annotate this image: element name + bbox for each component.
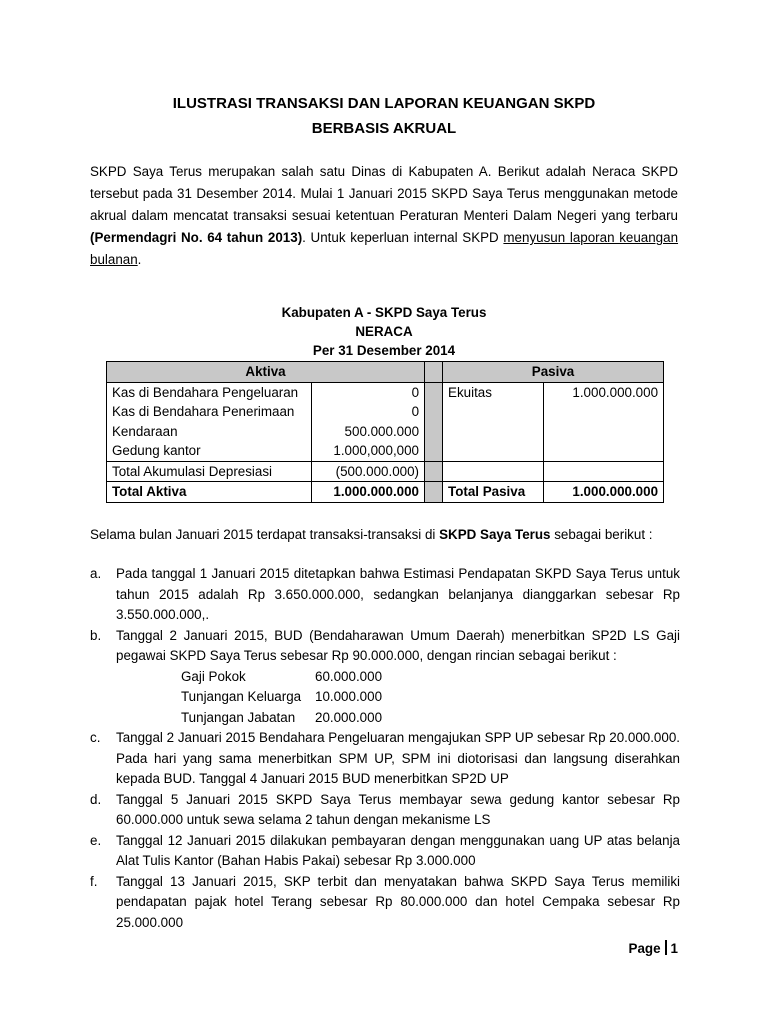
list-item <box>90 872 680 934</box>
total-aktiva-value: 1.000.000.000 <box>312 482 425 503</box>
document-title-line1: ILUSTRASI TRANSAKSI DAN LAPORAN KEUANGAN SKPD <box>172 95 596 112</box>
pasiva-label <box>443 422 544 442</box>
aktiva-label: Kendaraan <box>107 422 312 442</box>
column-gap <box>425 441 443 461</box>
pasiva-value <box>544 422 664 442</box>
salary-component-value: 10.000.000 <box>315 689 383 704</box>
page-number: 1 <box>670 941 678 956</box>
column-gap <box>425 482 443 503</box>
salary-component-label: Tunjangan Keluarga <box>181 689 302 704</box>
pasiva-value <box>544 441 664 461</box>
neraca-caption-title: NERACA <box>355 324 413 339</box>
list-item-marker: f. <box>90 873 98 889</box>
list-item <box>90 831 680 872</box>
salary-component-label: Tunjangan Jabatan <box>181 709 296 725</box>
list-item-text: Pada tanggal 1 Januari 2015 ditetapkan bahwa Estimasi Pendapatan SKPD Saya Terus untuk tahun 2015 adalah Rp 3.650.000.000, sedangkan belanjanya dianggarkan sebesar Rp 3.550.000.000,. <box>116 566 680 622</box>
page-label: Page <box>628 941 661 956</box>
page-separator <box>665 940 667 955</box>
total-pasiva-value: 1.000.000.000 <box>544 482 664 503</box>
pasiva-value <box>544 402 664 422</box>
page-footer <box>629 940 678 956</box>
neraca-row <box>107 402 664 422</box>
list-item <box>90 626 680 729</box>
neraca-caption-entity: Kabupaten A - SKPD Saya Terus <box>281 305 487 320</box>
aktiva-value: 1.000,000,000 <box>312 441 425 461</box>
transaction-intro-text: Selama bulan Januari 2015 terdapat transaksi-transaksi di <box>90 527 440 542</box>
header-gap <box>425 362 443 383</box>
neraca-row <box>107 422 664 442</box>
intro-text: SKPD Saya Terus merupakan salah satu Dinas di Kabupaten A. Berikut adalah Neraca SKPD tersebut pada 31 Desember 2014. Mulai 1 Januari 2015 SKPD Saya Terus menggunakan metode akrual dalam mencatat transaksi sesuai ketentuan Peraturan Menteri Dalam Negeri yang terbaru <box>90 164 678 223</box>
list-item-marker: e. <box>90 832 102 848</box>
transaction-list <box>90 564 680 933</box>
list-item <box>90 564 680 626</box>
transaction-intro-entity: SKPD Saya Terus <box>439 527 551 542</box>
intro-text-2: . Untuk keperluan internal SKPD <box>302 230 504 245</box>
neraca-caption-date: Per 31 Desember 2014 <box>312 343 456 358</box>
aktiva-value: 0 <box>312 402 425 422</box>
pasiva-label: Ekuitas <box>443 382 544 402</box>
pasiva-value <box>544 461 664 482</box>
aktiva-label: Kas di Bendahara Pengeluaran <box>107 382 312 402</box>
salary-breakdown-row <box>116 708 680 729</box>
neraca-row <box>107 441 664 461</box>
aktiva-value: 500.000.000 <box>312 422 425 442</box>
intro-text-3: . <box>137 252 142 267</box>
transaction-intro <box>90 527 678 542</box>
pasiva-value: 1.000.000.000 <box>544 382 664 402</box>
intro-underlined: menyusun laporan keuangan bulanan <box>90 230 679 267</box>
salary-component-value: 60.000.000 <box>315 668 383 684</box>
intro-regulation: (Permendagri No. 64 tahun 2013) <box>90 230 303 245</box>
salary-breakdown-row <box>116 687 680 708</box>
column-gap <box>425 402 443 422</box>
aktiva-label: Total Akumulasi Depresiasi <box>107 461 312 482</box>
list-item-text: Tanggal 12 Januari 2015 dilakukan pembayaran dengan menggunakan uang UP atas belanja Alat Tulis Kantor (Bahan Habis Pakai) sebesar Rp 3.000.000 <box>116 832 680 868</box>
salary-component-value: 20.000.000 <box>315 709 383 725</box>
column-gap <box>425 382 443 402</box>
list-item-text: Tanggal 2 Januari 2015 Bendahara Pengeluaran mengajukan SPP UP sebesar Rp 20.000.000. Pada hari yang sama menerbitkan SPM UP, SPM ini diotorisasi dan langsung diserahkan kepada BUD. Tanggal 4 Januari 2015 BUD menerbitkan SP2D UP <box>116 730 680 786</box>
aktiva-label: Kas di Bendahara Penerimaan <box>107 402 312 422</box>
list-item-text: Tanggal 13 Januari 2015, SKP terbit dan menyatakan bahwa SKPD Saya Terus memiliki pendapatan pajak hotel Terang sebesar Rp 80.000.000 dan hotel Cempaka sebesar Rp 25.000.000 <box>116 873 680 930</box>
neraca-table <box>106 361 664 503</box>
list-item-marker: d. <box>90 791 102 807</box>
salary-component-label: Gaji Pokok <box>181 668 246 684</box>
list-item-text: Tanggal 2 Januari 2015, BUD (Bendaharawan Umum Daerah) menerbitkan SP2D LS Gaji pegawai SKPD Saya Terus sebesar Rp 90.000.000, dengan rincian sebagai berikut : <box>116 627 680 663</box>
column-gap <box>425 422 443 442</box>
list-item <box>90 728 680 790</box>
salary-breakdown <box>116 667 680 729</box>
total-aktiva-label: Total Aktiva <box>107 482 312 503</box>
neraca-header-row <box>107 362 664 383</box>
column-gap <box>425 461 443 482</box>
neraca-row <box>107 382 664 402</box>
list-item-text: Tanggal 5 Januari 2015 SKPD Saya Terus membayar sewa gedung kantor sebesar Rp 60.000.000 untuk sewa selama 2 tahun dengan mekanisme LS <box>116 791 680 827</box>
pasiva-label <box>443 402 544 422</box>
list-item-marker: a. <box>90 566 102 581</box>
aktiva-value: (500.000.000) <box>312 461 425 482</box>
pasiva-label <box>443 441 544 461</box>
neraca-row <box>107 461 664 482</box>
aktiva-label: Gedung kantor <box>107 441 312 461</box>
neraca-total-row <box>107 482 664 503</box>
document-title-line2: BERBASIS AKRUAL <box>311 120 457 137</box>
transaction-intro-text-2: sebagai berikut : <box>550 527 653 542</box>
list-item <box>90 790 680 831</box>
list-item-marker: b. <box>90 627 102 643</box>
list-item-marker: c. <box>90 730 101 745</box>
total-pasiva-label: Total Pasiva <box>443 482 544 503</box>
salary-breakdown-row <box>116 667 680 688</box>
header-pasiva: Pasiva <box>443 362 664 383</box>
header-aktiva: Aktiva <box>107 362 425 383</box>
aktiva-value: 0 <box>312 382 425 402</box>
pasiva-label <box>443 461 544 482</box>
intro-paragraph <box>90 161 678 271</box>
